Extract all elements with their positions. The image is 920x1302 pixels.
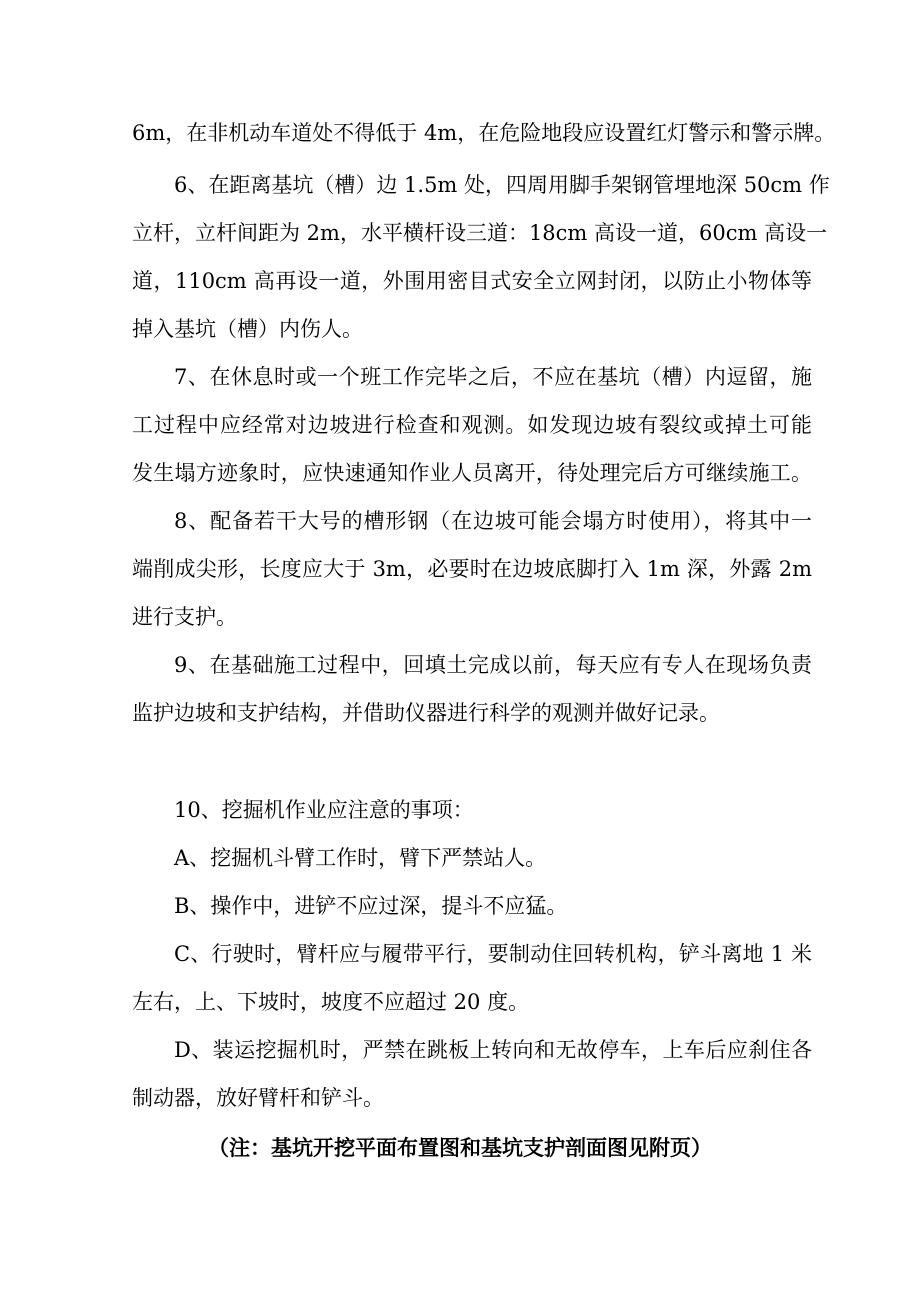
section-heading: 10、挖掘机作业应注意的事项： <box>174 798 474 822</box>
list-item-continuation: 左右，上、下坡时，坡度不应超过 20 度。 <box>132 990 530 1014</box>
list-item: A、挖掘机斗臂工作时，臂下严禁站人。 <box>174 846 547 870</box>
paragraph-line: 立杆，立杆间距为 2m，水平横杆设三道：18cm 高设一道，60cm 高设一 <box>132 221 828 245</box>
paragraph-line: 监护边坡和支护结构，并借助仪器进行科学的观测并做好记录。 <box>132 701 720 725</box>
paragraph-line: 6m，在非机动车道处不得低于 4m，在危险地段应设置红灯警示和警示牌。 <box>132 121 836 145</box>
paragraph-line: 端削成尖形，长度应大于 3m，必要时在边坡底脚打入 1m 深，外露 2m <box>132 557 812 581</box>
paragraph-line: 8、配备若干大号的槽形钢（在边坡可能会塌方时使用），将其中一 <box>174 509 812 533</box>
list-item: D、装运挖掘机时，严禁在跳板上转向和无故停车，上车后应刹住各 <box>174 1038 812 1062</box>
paragraph-line: 7、在休息时或一个班工作完毕之后，不应在基坑（槽）内逗留，施 <box>174 365 812 389</box>
paragraph-line: 掉入基坑（槽）内伤人。 <box>132 317 363 341</box>
paragraph-line: 进行支护。 <box>132 605 237 629</box>
paragraph-line: 发生塌方迹象时，应快速通知作业人员离开，待处理完后方可继续施工。 <box>132 461 812 485</box>
paragraph-line: 9、在基础施工过程中，回填土完成以前，每天应有专人在现场负责 <box>174 653 812 677</box>
paragraph-line: 道，110cm 高再设一道，外围用密目式安全立网封闭，以防止小物体等 <box>132 269 812 293</box>
attachment-note: （注：基坑开挖平面布置图和基坑支护剖面图见附页） <box>208 1135 712 1160</box>
list-item: C、行驶时，臂杆应与履带平行，要制动住回转机构，铲斗离地 1 米 <box>174 942 812 966</box>
paragraph-line: 工过程中应经常对边坡进行检查和观测。如发现边坡有裂纹或掉土可能 <box>132 413 812 437</box>
list-item-continuation: 制动器，放好臂杆和铲斗。 <box>132 1086 384 1110</box>
paragraph-line: 6、在距离基坑（槽）边 1.5m 处，四周用脚手架钢管埋地深 50cm 作 <box>174 173 830 197</box>
list-item: B、操作中，进铲不应过深，提斗不应猛。 <box>174 894 568 918</box>
